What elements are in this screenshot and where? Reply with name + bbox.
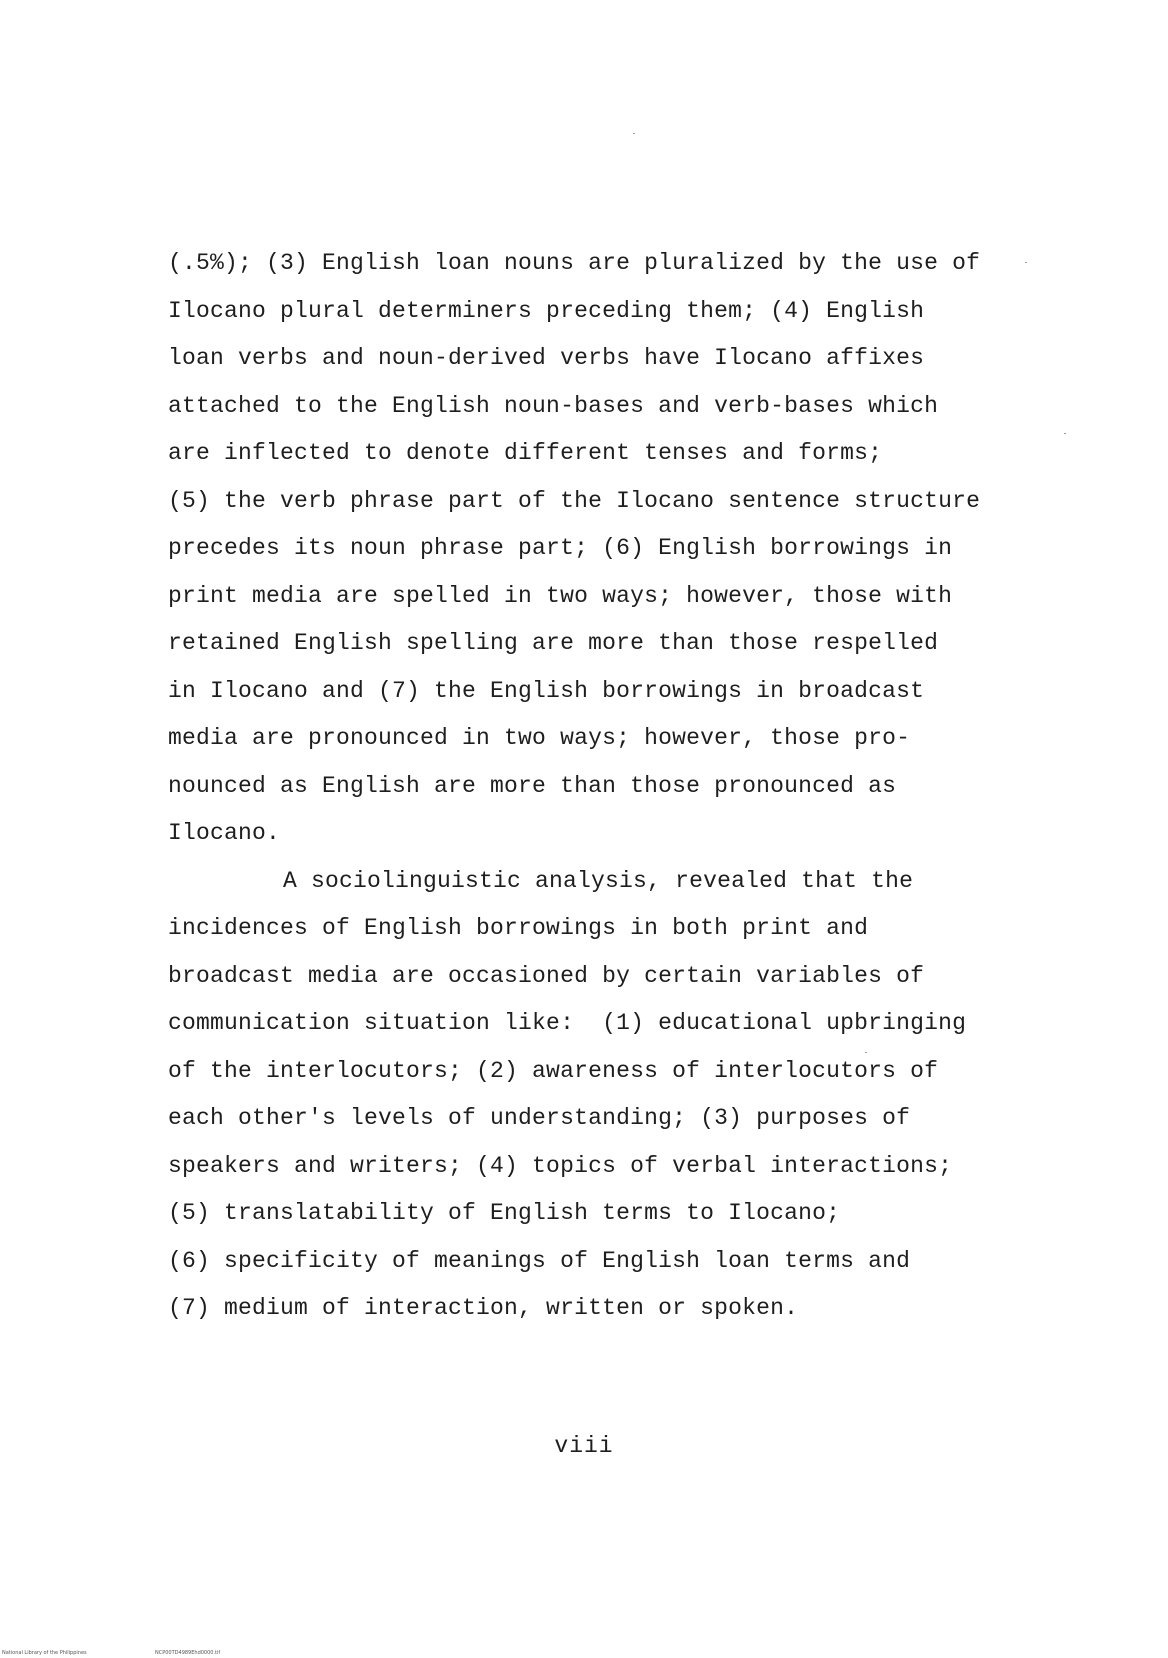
text-line: communication situation like: (1) educational upbringing [168, 1010, 967, 1036]
text-line: (5) the verb phrase part of the Ilocano sentence structure [168, 487, 981, 514]
text-line: broadcast media are occasioned by certain variables of [168, 962, 925, 989]
text-line: A sociolinguistic analysis, revealed that the [283, 867, 914, 894]
scan-speck [1025, 262, 1027, 263]
text-line: (7) medium of interaction, written or spoken. [168, 1295, 799, 1321]
text-line: (5) translatability of English terms to Ilocano; [168, 1200, 841, 1226]
footer-file-id: NCP00TD4989Ehd0000.tif [155, 1650, 221, 1656]
text-line: loan verbs and noun-derived verbs have Ilocano affixes [168, 345, 925, 371]
footer-source: National Library of the Philippines [2, 1650, 87, 1656]
text-line: media are pronounced in two ways; however, those pro- [168, 725, 911, 751]
text-line: of the interlocutors; (2) awareness of interlocutors of [168, 1057, 939, 1084]
text-line: print media are spelled in two ways; however, those with [168, 582, 953, 609]
text-line: Ilocano. [168, 820, 281, 846]
text-line: attached to the English noun-bases and verb-bases which [168, 392, 939, 419]
text-line: in Ilocano and (7) the English borrowings in broadcast [168, 677, 925, 704]
text-line: are inflected to denote different tenses and forms; [168, 440, 883, 466]
text-line: precedes its noun phrase part; (6) English borrowings in [168, 535, 953, 561]
text-line: incidences of English borrowings in both print and [168, 915, 869, 941]
text-line: (.5%); (3) English loan nouns are pluralized by the use of [168, 250, 981, 276]
text-line: nounced as English are more than those pronounced as [168, 772, 897, 799]
text-line: Ilocano plural determiners preceding them; (4) English [168, 297, 925, 324]
page-number: viii [554, 1433, 614, 1459]
text-line: (6) specificity of meanings of English loan terms and [168, 1247, 911, 1274]
scan-speck [633, 133, 635, 134]
abstract-body [168, 240, 1048, 1333]
text-line: retained English spelling are more than those respelled [168, 630, 939, 656]
text-line: each other's levels of understanding; (3) purposes of [168, 1105, 911, 1131]
scan-speck [1064, 433, 1066, 434]
scan-speck [865, 1052, 867, 1053]
text-line: speakers and writers; (4) topics of verbal interactions; [168, 1152, 953, 1179]
